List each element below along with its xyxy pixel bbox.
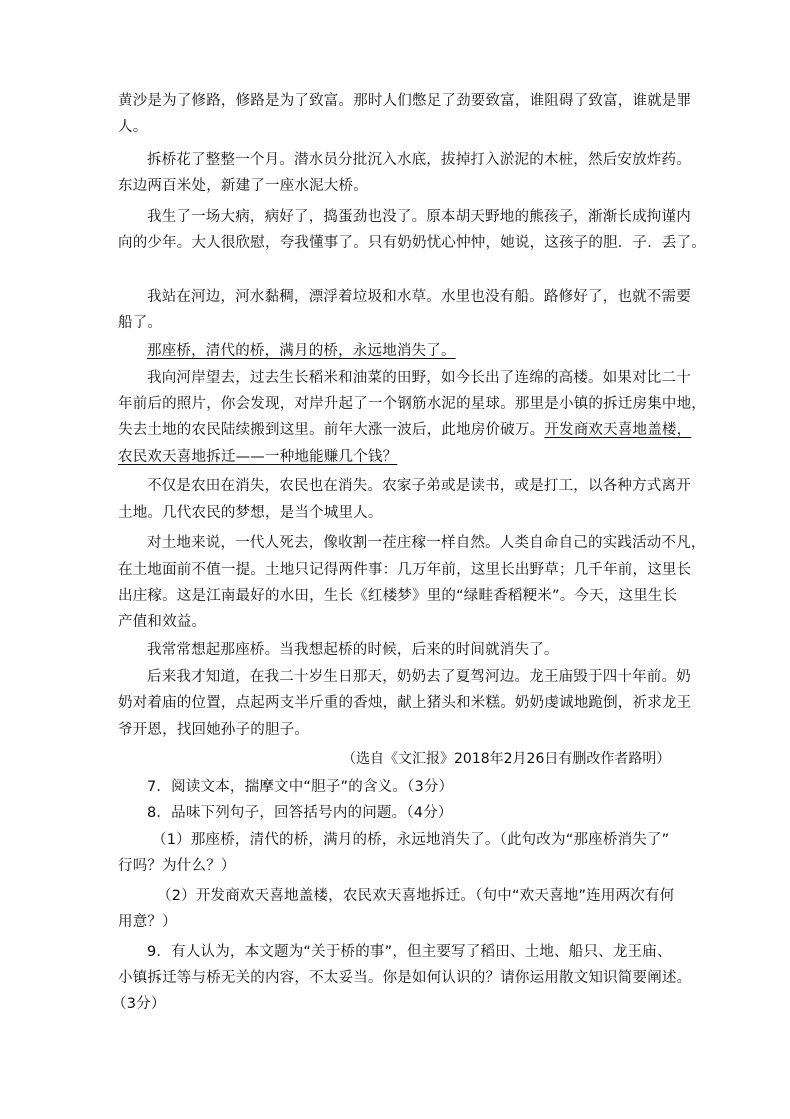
text-span: 失去土地的农民陆续搬到这里。前年大涨一波后，此地房价破万。 [118,422,545,438]
text-line: 年前后的照片，你会发现，对岸升起了一个钢筋水泥的星球。那里是小镇的拆迁房集中地， [118,396,706,412]
underlined-sentence: 那座桥，清代的桥，满月的桥，永远地消失了。 [147,343,456,359]
text-line: 奶对着庙的位置，点起两支半斤重的香烛，献上猪头和米糕。奶奶虔诚地跪倒，祈求龙王 [118,695,692,711]
text-line: 东边两百米处，新建了一座水泥大桥。 [118,178,368,194]
text-line: 船了。 [118,315,163,331]
text-line: 我生了一场大病，病好了，捣蛋劲也没了。原本胡天野地的熊孩子，渐渐长成拘谨内 [147,209,691,225]
text-line: 拆桥花了整整一个月。潜水员分批沉入水底，拔掉打入淤泥的木桩，然后安放炸药。 [147,152,691,168]
text-line: 对土地来说，一代人死去，像收割一茬庄稼一样自然。人类自命自己的实践活动不凡， [147,535,706,551]
text-line: 不仅是农田在消失，农民也在消失。农家子弟或是读书，或是打工，以各种方式离开 [147,478,691,494]
question-9-cont: 小镇拆迁等与桥无关的内容，不太妥当。你是如何认识的？请你运用散文知识简要阐述。 [118,970,692,986]
question-8-1: （1）那座桥，清代的桥，满月的桥，永远地消失了。（此句改为“那座桥消失了” [152,832,670,848]
text-line: 产值和效益。 [118,614,207,630]
question-8-2: （2）开发商欢天喜地盖楼，农民欢天喜地拆迁。（句中“欢天喜地”连用两次有何 [157,888,675,904]
question-8-2-cont: 用意？） [118,914,177,930]
underlined-sentence: 开发商欢天喜地盖楼， [544,422,692,438]
question-8: 8．品味下列句子，回答括号内的问题。（4分） [147,805,453,821]
text-line: 人。 [118,119,148,135]
text-line: 我向河岸望去，过去生长稻米和油菜的田野，如今长出了连绵的高楼。如果对比二十 [147,370,691,386]
question-9: 9．有人认为，本文题为“关于桥的事”，但主要写了稻田、土地、船只、龙王庙、 [147,944,672,960]
text-line: 向的少年。大人很欣慰，夸我懂事了。只有奶奶忧心忡忡，她说，这孩子的胆．子．丢了。 [118,235,706,251]
text-line: 我常常想起那座桥。当我想起桥的时候，后来的时间就消失了。 [147,642,559,658]
underlined-sentence: 农民欢天喜地拆迁——一种地能赚几个钱？ [118,449,398,465]
text-line: 后来我才知道，在我二十岁生日那天，奶奶去了夏驾河边。龙王庙毁于四十年前。奶 [147,669,691,685]
text-line: 我站在河边，河水黏稠，漂浮着垃圾和水草。水里也没有船。路修好了，也就不需要 [147,289,691,305]
question-7: 7．阅读文本，揣摩文中“胆子”的含义。（3分） [147,779,454,795]
text-line: 黄沙是为了修路，修路是为了致富。那时人们憋足了劲要致富，谁阻碍了致富，谁就是罪 [118,93,692,109]
text-line: 在土地面前不值一提。土地只记得两件事：几万年前，这里长出野草；几千年前，这里长 [118,562,692,578]
question-9-score: （3分） [112,996,166,1012]
text-line: 爷开恩，找回她孙子的胆子。 [118,722,310,738]
text-line [118,420,691,440]
question-8-1-cont: 行吗？为什么？） [118,858,236,874]
source-citation: （选自《文汇报》2018年2月26日有删改作者路明） [342,751,671,767]
text-line: 土地。几代农民的梦想，是当个城里人。 [118,505,383,521]
text-line: 出庄稼。这是江南最好的水田，生长《红楼梦》里的“绿畦香稻粳米”。今天，这里生长 [118,588,678,604]
